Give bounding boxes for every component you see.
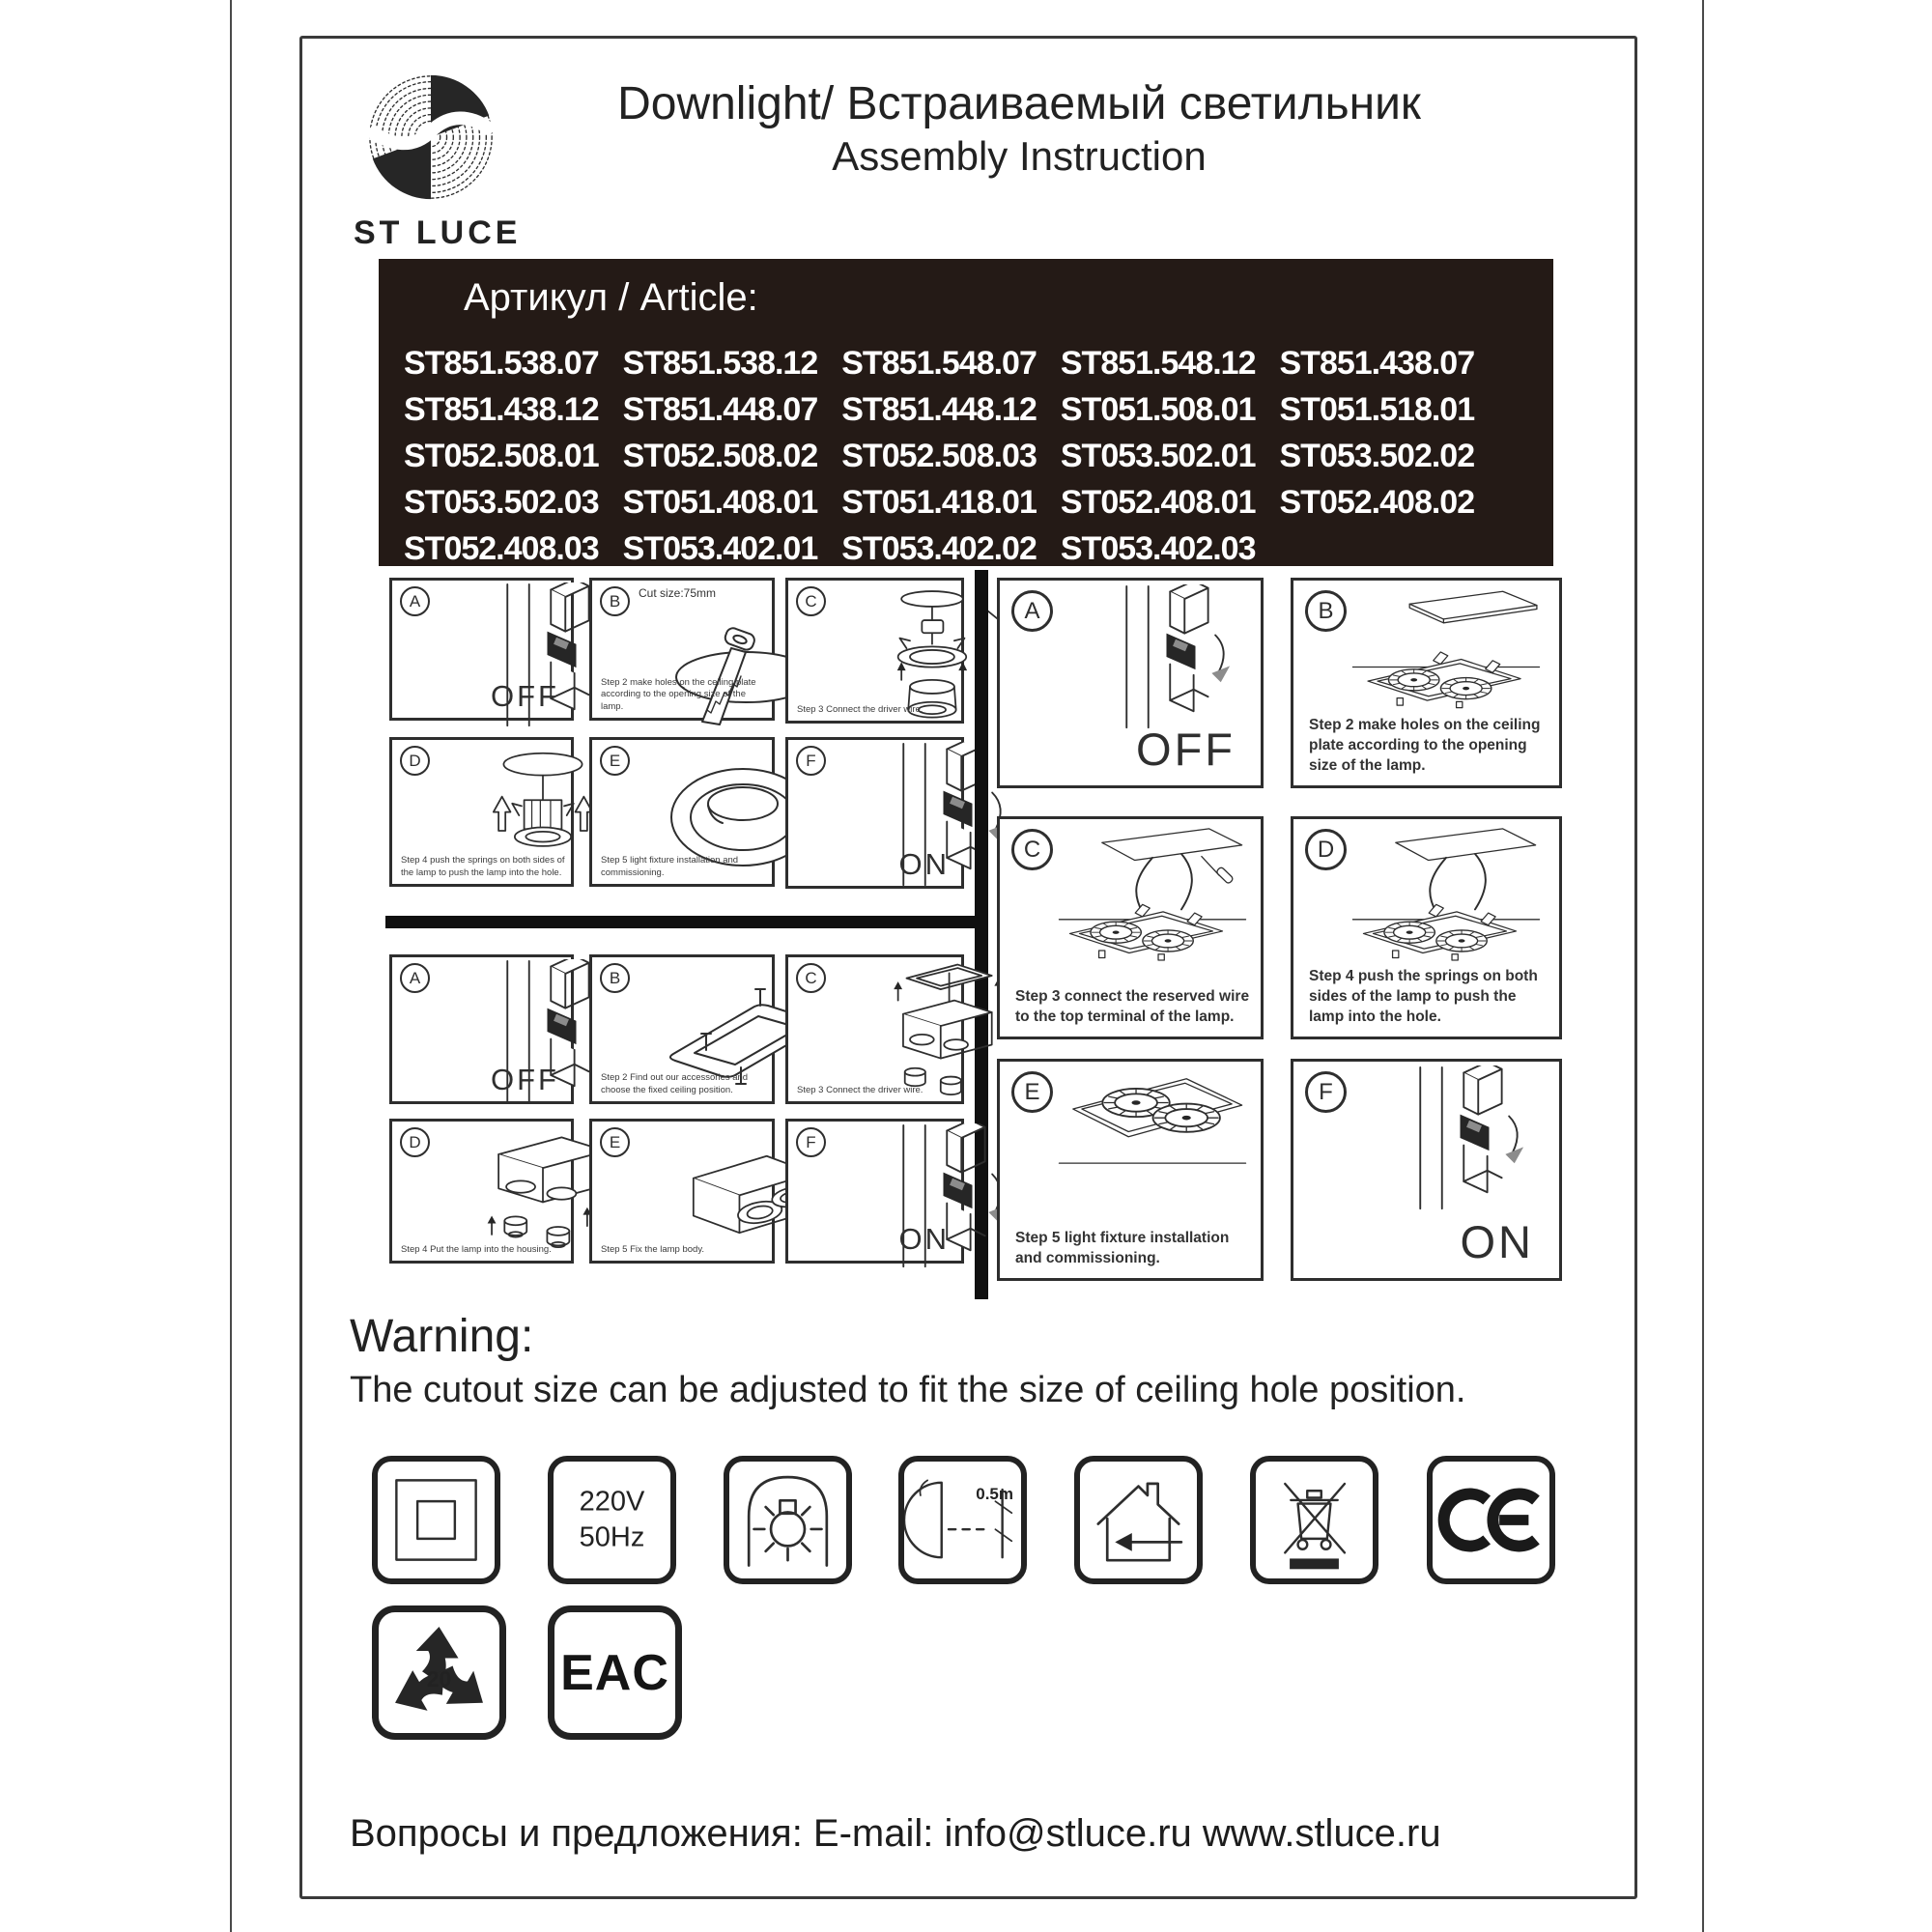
switch-state-label: ON [898, 1222, 950, 1256]
frequency-value: 50Hz [579, 1521, 645, 1553]
step-caption: Step 2 Find out our accessories and choose the fixed ceiling position. [601, 1072, 749, 1095]
article-number: ST053.502.01 [1060, 437, 1256, 474]
step-letter-badge: C [1011, 829, 1053, 870]
step-caption: Step 5 light fixture installation and commissioning. [1015, 1230, 1230, 1267]
article-number: ST851.548.12 [1060, 344, 1256, 382]
article-number: ST053.402.03 [1060, 529, 1256, 567]
article-number: ST052.408.03 [404, 529, 599, 567]
step-letter-badge: E [600, 746, 630, 776]
step-caption: Step 3 Connect the driver wire. [797, 1084, 923, 1095]
article-number: ST051.518.01 [1279, 390, 1475, 428]
article-row [404, 479, 1544, 526]
step-letter-badge: C [796, 963, 826, 993]
step-caption: Step 4 push the springs on both sides of the lamp to push the lamp into the hole. [1309, 968, 1538, 1026]
panel-surface-step-b [589, 954, 775, 1104]
voltage-rating [554, 1484, 670, 1556]
indoor-use-icon [1074, 1456, 1203, 1584]
voltage-value: 220V [579, 1485, 645, 1517]
panel-round-step-f [785, 737, 964, 889]
article-row [404, 526, 1544, 572]
distance-value: 0.5m [976, 1485, 1013, 1503]
step-caption: Step 4 Put the lamp into the housing. [401, 1243, 552, 1255]
panel-double-step-c [997, 816, 1264, 1039]
eac-label: EAC [560, 1644, 669, 1701]
switch-state-label: OFF [491, 679, 559, 713]
panel-surface-step-c [785, 954, 964, 1104]
document-subtitle: Assembly Instruction [832, 133, 1207, 179]
panel-surface-step-e [589, 1119, 775, 1264]
step-letter-badge: B [1305, 590, 1347, 632]
article-row [404, 433, 1544, 479]
panel-round-step-d [389, 737, 574, 887]
article-heading: Артикул / Article: [464, 276, 758, 319]
article-list [404, 340, 1544, 572]
panel-double-step-d [1291, 816, 1562, 1039]
panel-double-step-b [1291, 578, 1562, 788]
article-number: ST051.418.01 [841, 483, 1037, 521]
panel-round-step-b [589, 578, 775, 721]
panel-double-step-f [1291, 1059, 1562, 1281]
article-number: ST053.402.01 [622, 529, 818, 567]
step-letter-badge: F [796, 746, 826, 776]
contact-line: Вопросы и предложения: E-mail: info@stluce.ru www.stluce.ru [350, 1812, 1441, 1855]
step-letter-badge: F [796, 1127, 826, 1157]
switch-off-illustration [1029, 584, 1319, 729]
article-number: ST851.538.12 [622, 344, 818, 382]
step-letter-badge: B [600, 586, 630, 616]
switch-state-label: OFF [491, 1063, 559, 1096]
step-caption: Step 5 Fix the lamp body. [601, 1243, 705, 1255]
warning-text: The cutout size can be adjusted to fit the size of ceiling hole position. [350, 1370, 1466, 1410]
panel-surface-step-d [389, 1119, 574, 1264]
step-caption: Step 2 make holes on the ceiling plate according to the opening size of the lamp. [1309, 717, 1541, 775]
min-distance-icon [898, 1456, 1027, 1584]
recessed-luminaire-icon [724, 1456, 852, 1584]
article-number: ST851.438.07 [1279, 344, 1475, 382]
panel-double-step-a [997, 578, 1264, 788]
recycle-icon [372, 1605, 506, 1740]
step-caption: Step 3 connect the reserved wire to the top terminal of the lamp. [1015, 988, 1250, 1026]
step-letter-badge: D [400, 1127, 430, 1157]
cut-size-note: Cut size:75mm [639, 586, 717, 600]
article-number: ST052.408.02 [1279, 483, 1475, 521]
article-number: ST851.448.07 [622, 390, 818, 428]
switch-state-label: ON [898, 847, 950, 881]
article-number: ST053.402.02 [841, 529, 1037, 567]
article-row [404, 386, 1544, 433]
recycle-number: 20 [426, 1666, 452, 1691]
article-number: ST851.438.12 [404, 390, 599, 428]
class-ii-insulation-icon [372, 1456, 500, 1584]
article-number: ST051.508.01 [1060, 390, 1256, 428]
article-number: ST051.408.01 [622, 483, 818, 521]
eac-mark-icon [548, 1605, 682, 1740]
step-letter-badge: A [1011, 590, 1053, 632]
brand-name: ST LUCE [354, 214, 522, 251]
scan-edge-right [1702, 0, 1704, 1932]
article-number: ST053.502.02 [1279, 437, 1475, 474]
step-caption: Step 2 make holes on the ceiling plate according to the opening size of the lamp. [601, 676, 756, 712]
warning-title: Warning: [350, 1311, 534, 1362]
scan-edge-left [230, 0, 232, 1932]
panel-surface-step-a [389, 954, 574, 1104]
step-caption: Step 5 light fixture installation and commissioning. [601, 855, 739, 878]
step-letter-badge: E [600, 1127, 630, 1157]
switch-state-label: ON [1460, 1216, 1534, 1267]
article-number: ST851.448.12 [841, 390, 1037, 428]
ce-mark-icon [1427, 1456, 1555, 1584]
panel-double-step-e [997, 1059, 1264, 1281]
article-row [404, 340, 1544, 386]
article-number: ST052.508.03 [841, 437, 1037, 474]
weee-bin-icon [1250, 1456, 1378, 1584]
article-number: ST052.508.01 [404, 437, 599, 474]
step-caption: Step 3 Connect the driver wire. [797, 703, 923, 715]
article-number: ST053.502.03 [404, 483, 599, 521]
stluce-logo-icon [365, 71, 497, 203]
step-letter-badge: F [1305, 1071, 1347, 1113]
switch-on-illustration [1322, 1065, 1612, 1210]
panel-round-step-e [589, 737, 775, 887]
article-box [379, 259, 1553, 566]
step-letter-badge: A [400, 963, 430, 993]
panel-surface-step-f [785, 1119, 964, 1264]
article-number: ST851.538.07 [404, 344, 599, 382]
step-letter-badge: D [1305, 829, 1347, 870]
article-number: ST052.508.02 [622, 437, 818, 474]
step-caption: Step 4 push the springs on both sides of the lamp to push the lamp into the hole. [401, 855, 565, 878]
article-number: ST851.548.07 [841, 344, 1037, 382]
step-letter-badge: D [400, 746, 430, 776]
panel-round-step-a [389, 578, 574, 721]
article-number: ST052.408.01 [1060, 483, 1256, 521]
document-title: Downlight/ Встраиваемый светильник [617, 78, 1421, 129]
horizontal-divider [385, 916, 975, 928]
switch-state-label: OFF [1136, 724, 1236, 775]
step-letter-badge: C [796, 586, 826, 616]
step-letter-badge: A [400, 586, 430, 616]
step-letter-badge: E [1011, 1071, 1053, 1113]
step-letter-badge: B [600, 963, 630, 993]
panel-round-step-c [785, 578, 964, 724]
voltage-icon [548, 1456, 676, 1584]
